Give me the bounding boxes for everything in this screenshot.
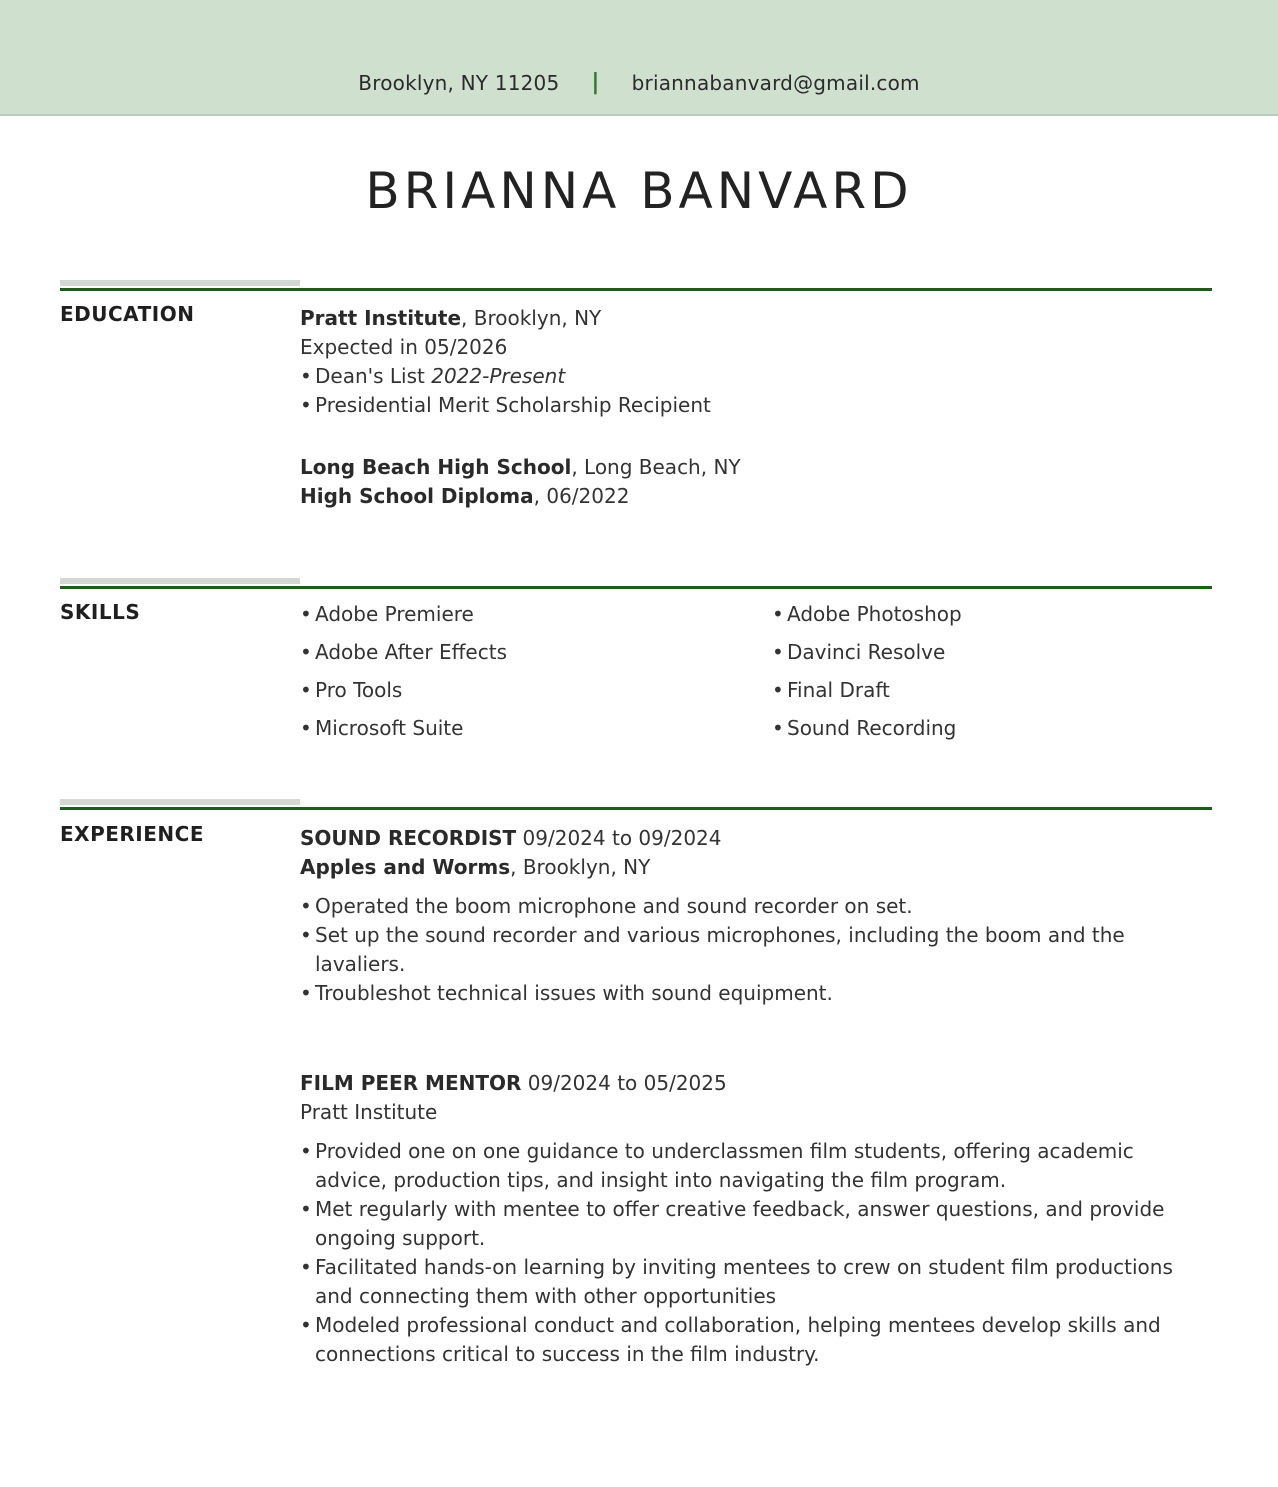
job-bullet: • Provided one on one guidance to underclassmen film students, offering academic advice, production tips, and insight into navigating the film program. [300, 1137, 1190, 1195]
job-org: Pratt Institute [300, 1100, 438, 1124]
job-heading [300, 824, 1190, 853]
job-block [300, 1069, 1190, 1369]
job-org-line [300, 853, 1190, 882]
email-link[interactable]: briannabanvard@gmail.com [631, 70, 920, 95]
school-name: Pratt Institute [300, 306, 462, 330]
location-text: Brooklyn, NY 11205 [358, 70, 560, 95]
job-org: Apples and Worms [300, 855, 511, 879]
job-heading [300, 1069, 1190, 1098]
job-bullet: • Set up the sound recorder and various microphones, including the boom and the lavaliers. [300, 921, 1190, 979]
job-role: FILM PEER MENTOR [300, 1071, 522, 1095]
skill-item: • Adobe After Effects [300, 640, 507, 678]
bullet-text: Dean's List [315, 364, 432, 388]
school-expected: Expected in 05/2026 [300, 335, 508, 359]
job-dates: 09/2024 to 05/2025 [521, 1071, 727, 1095]
job-block [300, 824, 1190, 1008]
job-bullet: • Facilitated hands-on learning by inviting mentees to crew on student film productions and connecting them with other opportunities [300, 1253, 1190, 1311]
education-rule [60, 288, 1212, 291]
school-location: , Long Beach, NY [571, 455, 741, 479]
school-name: Long Beach High School [300, 455, 572, 479]
skill-item: • Sound Recording [772, 716, 962, 754]
diploma-date: , 06/2022 [533, 484, 630, 508]
education-bullet [300, 362, 741, 391]
education-bullet: • Presidential Merit Scholarship Recipient [300, 391, 741, 420]
skills-rule-accent [60, 578, 300, 584]
school-line [300, 304, 741, 333]
school-line [300, 453, 741, 482]
bullet-italic: 2022-Present [431, 364, 566, 388]
job-dates: 09/2024 to 09/2024 [516, 826, 722, 850]
header-band [0, 0, 1278, 116]
contact-separator: | [591, 70, 600, 95]
experience-rule-accent [60, 799, 300, 805]
skill-item: • Adobe Photoshop [772, 602, 962, 640]
diploma-name: High School Diploma [300, 484, 534, 508]
skill-item: • Microsoft Suite [300, 716, 507, 754]
job-bullet: • Modeled professional conduct and collaboration, helping mentees develop skills and connections critical to success in the film industry. [300, 1311, 1190, 1369]
education-block [300, 304, 741, 511]
skill-item: • Pro Tools [300, 678, 507, 716]
job-bullet: • Troubleshot technical issues with sound equipment. [300, 979, 1190, 1008]
job-bullet: • Met regularly with mentee to offer creative feedback, answer questions, and provide ongoing support. [300, 1195, 1190, 1253]
job-org-location: , Brooklyn, NY [510, 855, 651, 879]
skill-item: • Davinci Resolve [772, 640, 962, 678]
skill-item: • Adobe Premiere [300, 602, 507, 640]
skills-left-column [300, 602, 507, 754]
contact-bar [0, 70, 1278, 95]
school-location: , Brooklyn, NY [461, 306, 602, 330]
job-bullets [300, 892, 1190, 1008]
education-rule-accent [60, 280, 300, 286]
experience-rule [60, 807, 1212, 810]
candidate-name: BRIANNA BANVARD [365, 162, 913, 220]
diploma-line [300, 482, 741, 511]
experience-title: EXPERIENCE [60, 822, 204, 846]
skills-title: SKILLS [60, 600, 141, 624]
skill-item: • Final Draft [772, 678, 962, 716]
job-bullets [300, 1137, 1190, 1369]
job-role: SOUND RECORDIST [300, 826, 517, 850]
job-bullet: • Operated the boom microphone and sound recorder on set. [300, 892, 1190, 921]
education-title: EDUCATION [60, 302, 195, 326]
skills-rule [60, 586, 1212, 589]
skills-right-column [772, 602, 962, 754]
